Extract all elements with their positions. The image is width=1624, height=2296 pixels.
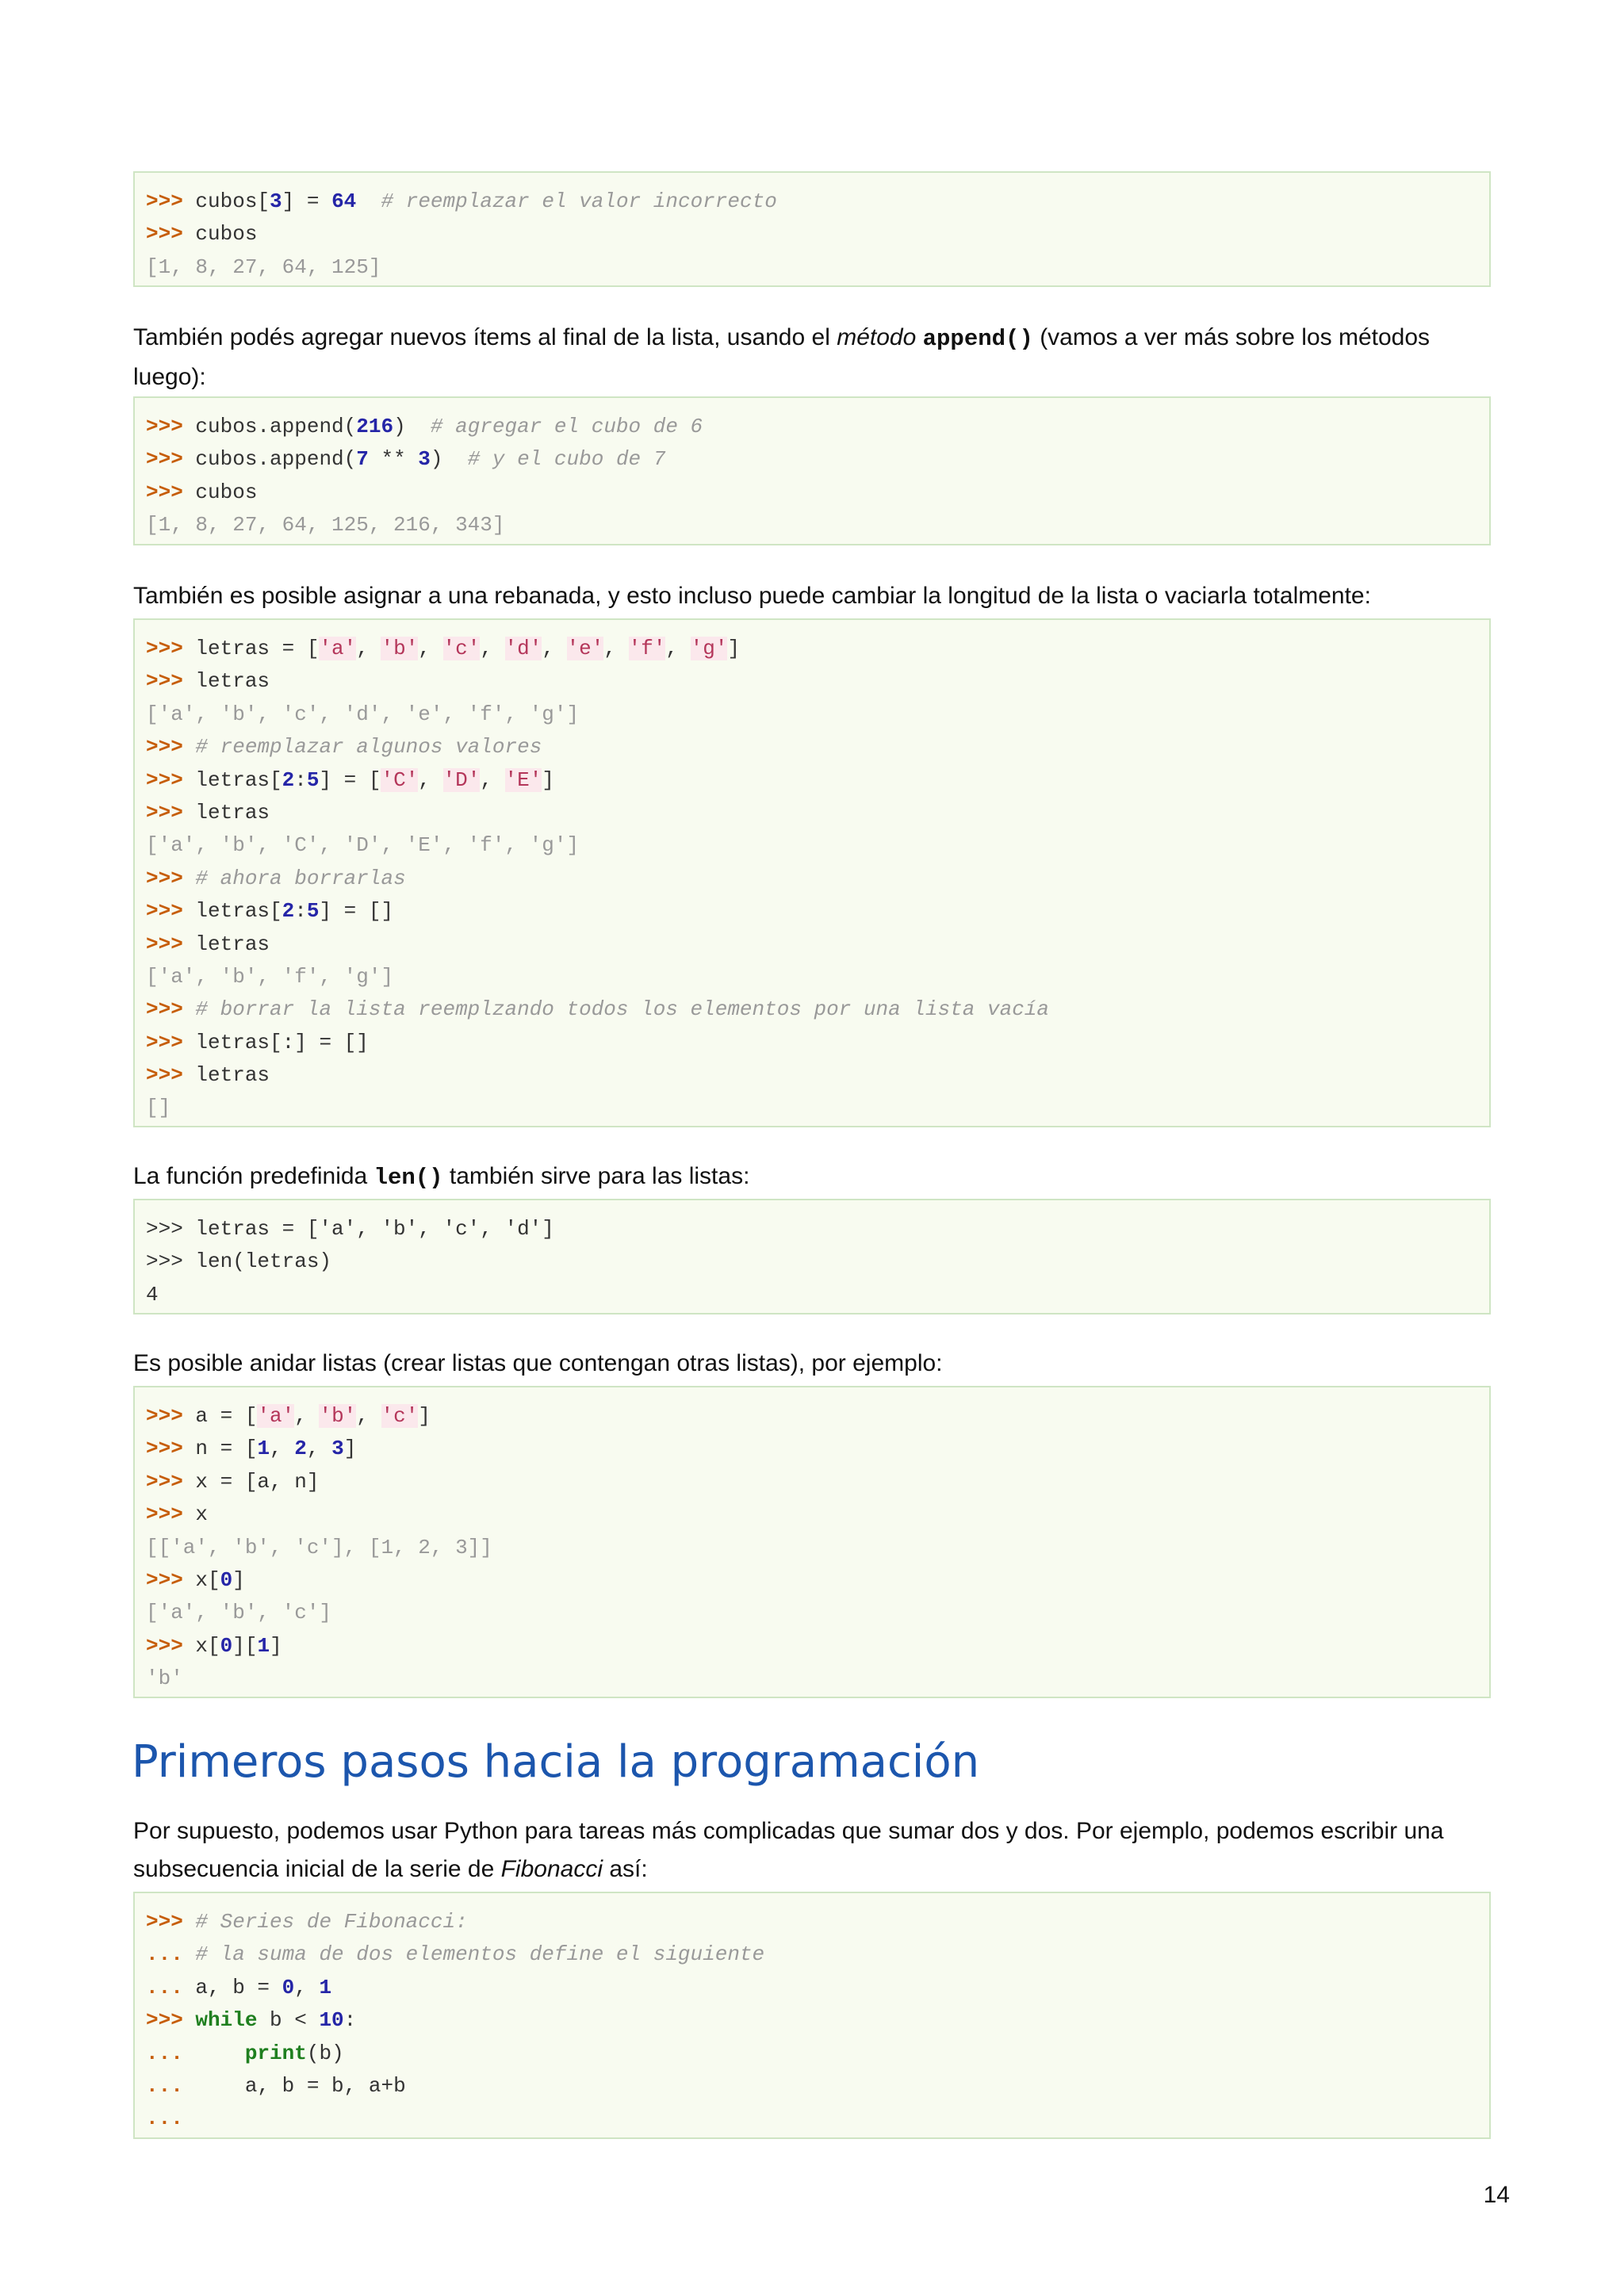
paragraph-nested	[133, 1345, 1491, 1383]
code-line	[146, 895, 1489, 928]
space	[916, 324, 922, 350]
code-line	[146, 1532, 1489, 1564]
code-string: 'f'	[628, 637, 666, 660]
code-text: ] = [	[319, 767, 381, 792]
code-text: >>> len(letras)	[146, 1249, 332, 1274]
code-line	[146, 1466, 1489, 1498]
code-line	[146, 764, 1489, 797]
code-text: letras	[195, 932, 270, 956]
code-text: :	[294, 767, 307, 792]
prompt: >>>	[146, 415, 196, 438]
paragraph-text: También es posible asignar a una rebanada, y esto incluso puede cambiar la longitud de la lista o vaciarla totalmente:	[133, 583, 1371, 609]
code-text: ,	[603, 637, 629, 660]
code-string: 'e'	[566, 637, 604, 660]
code-block-letras	[133, 618, 1491, 1127]
code-line	[146, 2070, 1489, 2103]
code-text: ,	[356, 637, 381, 660]
prompt: >>>	[146, 866, 196, 890]
code-line	[146, 1400, 1489, 1433]
code-text: )	[393, 415, 431, 438]
code-output: [1, 8, 27, 64, 125, 216, 343]	[146, 513, 505, 538]
code-output: 'b'	[146, 1667, 183, 1691]
code-line	[146, 993, 1489, 1026]
code-string: 'c'	[442, 637, 481, 660]
code-text: letras	[195, 669, 270, 694]
emphasis-text: método	[837, 324, 917, 350]
prompt: >>>	[146, 480, 196, 504]
code-number: 1	[257, 1437, 270, 1461]
prompt: >>>	[146, 997, 196, 1022]
code-block-cubos-replace	[133, 171, 1491, 287]
prompt: >>>	[146, 899, 196, 924]
code-text: ,	[294, 1404, 320, 1428]
code-text: cubos	[195, 222, 258, 247]
code-text: ] =	[282, 189, 332, 213]
code-text: ,	[294, 1975, 320, 1999]
code-number: 2	[294, 1437, 307, 1461]
code-output: ['a', 'b', 'f', 'g']	[146, 964, 394, 989]
code-text: ,	[418, 767, 443, 792]
code-text: letras[	[195, 767, 282, 792]
prompt: >>>	[146, 1030, 196, 1054]
prompt: >>>	[146, 735, 196, 760]
code-output: ['a', 'b', 'c']	[146, 1601, 332, 1625]
code-text: >>> letras = ['a', 'b', 'c', 'd']	[146, 1217, 554, 1241]
code-text: x[	[195, 1567, 220, 1592]
code-string: 'c'	[381, 1404, 419, 1428]
paragraph-text: También podés agregar nuevos ítems al final de la lista, usando el	[133, 324, 837, 350]
paragraph-text: también sirve para las listas:	[442, 1163, 750, 1189]
prompt: ...	[146, 2073, 196, 2098]
code-text: ,	[356, 1404, 381, 1428]
code-text: x[	[195, 1633, 220, 1658]
code-line	[146, 1972, 1489, 2004]
prompt: >>>	[146, 1910, 196, 1934]
code-number: 1	[319, 1975, 332, 1999]
code-line	[146, 186, 1489, 218]
paragraph-slice-assign	[133, 577, 1491, 615]
prompt: >>>	[146, 1469, 196, 1494]
code-text: ] = []	[319, 899, 394, 924]
prompt: ...	[146, 1942, 196, 1967]
prompt: >>>	[146, 800, 196, 825]
code-line	[146, 1597, 1489, 1629]
code-line	[146, 1059, 1489, 1092]
paragraph-append	[133, 319, 1491, 396]
code-string: 'a'	[319, 637, 357, 660]
code-text: ]	[727, 637, 741, 660]
code-comment: # borrar la lista reemplzando todos los elementos por una lista vacía	[195, 997, 1049, 1022]
section-heading: Primeros pasos hacia la programación	[132, 1736, 980, 1788]
code-line	[146, 1279, 1489, 1311]
code-text: :	[294, 899, 307, 924]
code-text: cubos.append(	[195, 415, 357, 438]
code-line	[146, 829, 1489, 862]
code-line	[146, 443, 1489, 476]
code-text: ,	[480, 637, 505, 660]
code-line	[146, 863, 1489, 895]
code-output: []	[146, 1096, 171, 1120]
code-comment: # agregar el cubo de 6	[430, 415, 703, 438]
code-text: cubos[	[195, 189, 270, 213]
paragraph-text: Es posible anidar listas (crear listas que contengan otras listas), por ejemplo:	[133, 1350, 943, 1376]
code-line	[146, 1906, 1489, 1938]
code-number: 5	[306, 767, 320, 792]
code-output: ['a', 'b', 'c', 'd', 'e', 'f', 'g']	[146, 702, 580, 726]
code-text: ]	[542, 767, 554, 792]
code-string: 'g'	[690, 637, 728, 660]
prompt: >>>	[146, 1502, 196, 1527]
code-block-fibonacci	[133, 1892, 1491, 2139]
prompt: >>>	[146, 1567, 196, 1592]
prompt: >>>	[146, 222, 196, 247]
prompt: >>>	[146, 637, 196, 660]
code-line	[146, 509, 1489, 541]
code-number: 216	[356, 415, 394, 438]
code-line	[146, 1027, 1489, 1059]
code-line	[146, 411, 1489, 443]
code-number: 0	[220, 1567, 233, 1592]
code-line	[146, 1630, 1489, 1663]
code-text: a = [	[195, 1404, 258, 1428]
code-number: 7	[356, 447, 369, 472]
code-text: ]	[418, 1404, 431, 1428]
code-block-nested-lists	[133, 1386, 1491, 1698]
code-line	[146, 218, 1489, 251]
prompt: >>>	[146, 669, 196, 694]
code-text: letras[:] = []	[195, 1030, 369, 1054]
code-text: a, b = b, a+b	[195, 2073, 406, 2098]
code-line	[146, 2004, 1489, 2037]
code-number: 3	[270, 189, 282, 213]
prompt: ...	[146, 1975, 196, 1999]
code-line	[146, 731, 1489, 763]
code-line	[146, 476, 1489, 509]
prompt: >>>	[146, 932, 196, 956]
code-number: 10	[319, 2008, 344, 2033]
code-line	[146, 1213, 1489, 1246]
paragraph-text: así:	[603, 1856, 648, 1882]
code-string: 'b'	[381, 637, 419, 660]
code-text: ]	[232, 1567, 245, 1592]
prompt: >>>	[146, 447, 196, 472]
prompt: ...	[146, 2041, 196, 2065]
code-text: letras = [	[195, 637, 320, 660]
code-text: )	[430, 447, 468, 472]
code-text: (b)	[306, 2041, 344, 2065]
code-line	[146, 928, 1489, 961]
code-text: **	[368, 447, 419, 472]
code-line	[146, 2103, 1489, 2135]
code-line	[146, 1498, 1489, 1531]
code-text: cubos.append(	[195, 447, 357, 472]
code-number: 2	[282, 767, 295, 792]
code-text: letras	[195, 800, 270, 825]
page-number: 14	[1483, 2182, 1510, 2208]
paragraph-text: La función predefinida	[133, 1163, 374, 1189]
code-text: letras[	[195, 899, 282, 924]
prompt: >>>	[146, 189, 196, 213]
code-line	[146, 1938, 1489, 1971]
code-line	[146, 961, 1489, 993]
prompt: >>>	[146, 767, 196, 792]
code-number: 1	[257, 1633, 270, 1658]
prompt: >>>	[146, 2008, 196, 2033]
paragraph-len	[133, 1158, 1491, 1197]
code-line	[146, 698, 1489, 731]
code-text: ,	[270, 1437, 295, 1461]
code-string: 'd'	[504, 637, 542, 660]
code-number: 3	[418, 447, 431, 472]
code-number: 0	[220, 1633, 233, 1658]
emphasis-text: Fibonacci	[500, 1856, 603, 1882]
code-text: 4	[146, 1282, 159, 1307]
code-number: 64	[331, 189, 357, 213]
code-number: 2	[282, 899, 295, 924]
code-comment: # ahora borrarlas	[195, 866, 406, 890]
code-string: 'E'	[504, 767, 542, 792]
code-text: cubos	[195, 480, 258, 504]
code-block-cubos-append	[133, 396, 1491, 545]
code-text: x	[195, 1502, 209, 1527]
code-text: letras	[195, 1063, 270, 1088]
code-comment: # reemplazar algunos valores	[195, 735, 542, 760]
code-line	[146, 1564, 1489, 1597]
code-text: ]	[343, 1437, 357, 1461]
code-text: ]	[270, 1633, 282, 1658]
code-keyword: while	[195, 2008, 258, 2033]
code-string: 'C'	[381, 767, 419, 792]
code-comment: # Series de Fibonacci:	[195, 1910, 468, 1934]
code-text: x = [a, n]	[195, 1469, 320, 1494]
paragraph-text: Por supuesto, podemos usar Python para tareas más complicadas que sumar dos y dos. Por ejemplo, podemos escribir una subsecuencia inicial de la serie de	[133, 1818, 1444, 1882]
code-text: ,	[480, 767, 505, 792]
code-text	[356, 189, 381, 213]
prompt: >>>	[146, 1437, 196, 1461]
code-output: [['a', 'b', 'c'], [1, 2, 3]]	[146, 1535, 492, 1559]
code-line	[146, 251, 1489, 284]
code-text: :	[343, 2008, 357, 2033]
code-line	[146, 2038, 1489, 2070]
code-number: 5	[306, 899, 320, 924]
code-text: ,	[306, 1437, 332, 1461]
code-text: ,	[542, 637, 567, 660]
code-string: 'b'	[319, 1404, 357, 1428]
prompt: >>>	[146, 1633, 196, 1658]
code-output: ['a', 'b', 'C', 'D', 'E', 'f', 'g']	[146, 833, 580, 858]
code-line	[146, 1663, 1489, 1695]
code-text	[195, 2042, 244, 2065]
prompt: >>>	[146, 1404, 196, 1428]
code-line	[146, 1433, 1489, 1465]
code-text: n = [	[195, 1437, 258, 1461]
code-line	[146, 633, 1489, 665]
code-text: ][	[232, 1633, 258, 1658]
code-string: 'a'	[257, 1404, 295, 1428]
code-text: b <	[257, 2008, 320, 2033]
code-line	[146, 665, 1489, 698]
code-comment: # y el cubo de 7	[467, 447, 666, 472]
code-text: a, b =	[195, 1975, 282, 1999]
paragraph-fibonacci	[133, 1812, 1491, 1888]
code-output: [1, 8, 27, 64, 125]	[146, 254, 381, 279]
code-text: ,	[665, 637, 691, 660]
inline-code: append()	[922, 326, 1033, 352]
code-string: 'D'	[442, 767, 481, 792]
code-comment: # reemplazar el valor incorrecto	[381, 189, 777, 213]
code-line	[146, 797, 1489, 829]
code-block-len	[133, 1199, 1491, 1314]
code-comment: # la suma de dos elementos define el siguiente	[195, 1942, 765, 1967]
code-line	[146, 1092, 1489, 1124]
prompt: >>>	[146, 1063, 196, 1088]
code-keyword: print	[244, 2041, 307, 2065]
prompt: ...	[146, 2107, 183, 2131]
code-number: 3	[331, 1437, 344, 1461]
inline-code: len()	[373, 1165, 443, 1191]
code-number: 0	[282, 1975, 295, 1999]
code-line	[146, 1246, 1489, 1278]
code-text: ,	[418, 637, 443, 660]
paragraph-text: (vamos a ver más sobre los métodos luego):	[133, 324, 1431, 390]
